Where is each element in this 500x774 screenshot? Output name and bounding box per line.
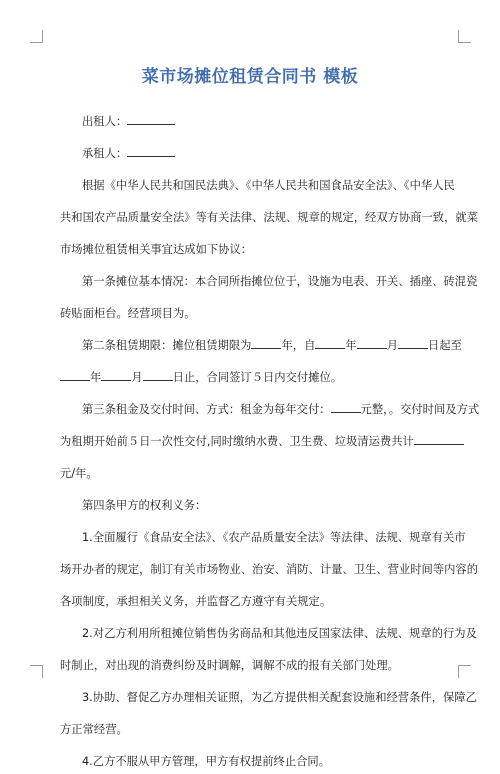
item4-line: 4.乙方不服从甲方管理，甲方有权提前终止合同。 xyxy=(82,755,331,768)
article3-text-2: 元整，。交付时间及方式 xyxy=(360,403,480,416)
day-start-text: 日起至 xyxy=(428,339,462,352)
lessor-label: 出租人： xyxy=(82,115,128,128)
year-text: 年 xyxy=(90,371,102,384)
article4-heading: 第四条甲方的权利义务： xyxy=(82,499,207,512)
item1-line-1: 1.全面履行《食品安全法》、《农产品质量安全法》等法律、法规、规章有关市 xyxy=(82,531,466,544)
month-text: 月 xyxy=(386,339,399,352)
article3-text-1: 第三条租金及交付时间、方式：租金为每年交付： xyxy=(82,403,331,416)
from-text: ，自 xyxy=(292,339,316,352)
blank-start-year xyxy=(315,337,345,349)
lessor-line xyxy=(60,110,442,134)
lessee-label: 承租人： xyxy=(82,147,128,160)
month-text: 月 xyxy=(131,371,143,384)
blank-years xyxy=(251,337,281,349)
crop-mark-bottom-right xyxy=(458,665,471,678)
crop-mark-bottom-left xyxy=(30,665,43,678)
preamble-line-2: 共和国农产品质量安全法》等有关法律、法规、规章的规定，经双方协商一致，就菜 xyxy=(60,211,478,224)
item3-line-2: 方正常经营。 xyxy=(60,723,128,736)
lessee-blank xyxy=(127,145,175,157)
item1-line-2: 场开办者的规定，制订有关市场物业、治安、消防、计量、卫生、营业时间等内容的 xyxy=(60,563,478,576)
blank-rent xyxy=(331,401,361,413)
document-body xyxy=(60,110,480,774)
article3-text-3: 为租期开始前５日一次性交付,同时缴纳水费、卫生费、垃圾清运费共计 xyxy=(60,435,414,448)
document-title: 菜市场摊位租赁合同书 模板 xyxy=(141,67,359,87)
item2-line-2: 时制止，对出现的消费纠纷及时调解，调解不成的报有关部门处理。 xyxy=(60,659,399,672)
crop-mark-top-left xyxy=(30,30,43,43)
article2-text: 第二条租赁期限：摊位租赁期限为 xyxy=(82,339,252,352)
blank-start-day xyxy=(398,337,428,349)
article3-line-1 xyxy=(60,398,480,422)
year-text: 年 xyxy=(345,339,357,352)
blank-end-month xyxy=(101,369,131,381)
crop-mark-top-right xyxy=(458,30,471,43)
article2-line-2 xyxy=(60,366,442,390)
article3-line-3: 元/年。 xyxy=(60,467,98,480)
blank-end-year xyxy=(60,369,90,381)
item3-line-1: 3.协助、督促乙方办理相关证照，为乙方提供相关配套设施和经营条件，保障乙 xyxy=(82,691,477,704)
article1-line-1: 第一条摊位基本情况：本合同所指摊位位于，设施为电表、开关、插座、砖混瓷 xyxy=(82,275,478,288)
lessor-blank xyxy=(127,113,175,125)
article2-line-1 xyxy=(60,334,462,358)
year-text: 年 xyxy=(281,339,293,352)
lessee-line xyxy=(60,142,442,166)
blank-fees xyxy=(414,433,464,445)
item1-line-3: 各项制度，承担相关义务，并监督乙方遵守有关规定。 xyxy=(60,595,332,608)
preamble-line-3: 市场摊位租赁相关事宜达成如下协议： xyxy=(60,243,253,256)
blank-end-day xyxy=(143,369,173,381)
article1-line-2: 砖贴面柜台。经营项目为。 xyxy=(60,307,196,320)
preamble-line-1: 根据《中华人民共和国民法典》、《中华人民共和国食品安全法》、《中华人民 xyxy=(82,179,455,192)
blank-start-month xyxy=(357,337,387,349)
day-end-text: 日止，合同签订５日内交付摊位。 xyxy=(172,371,343,384)
item2-line-1: 2.对乙方利用所租摊位销售伪劣商品和其他违反国家法律、法规、规章的行为及 xyxy=(82,627,477,640)
article3-line-2 xyxy=(60,430,442,454)
